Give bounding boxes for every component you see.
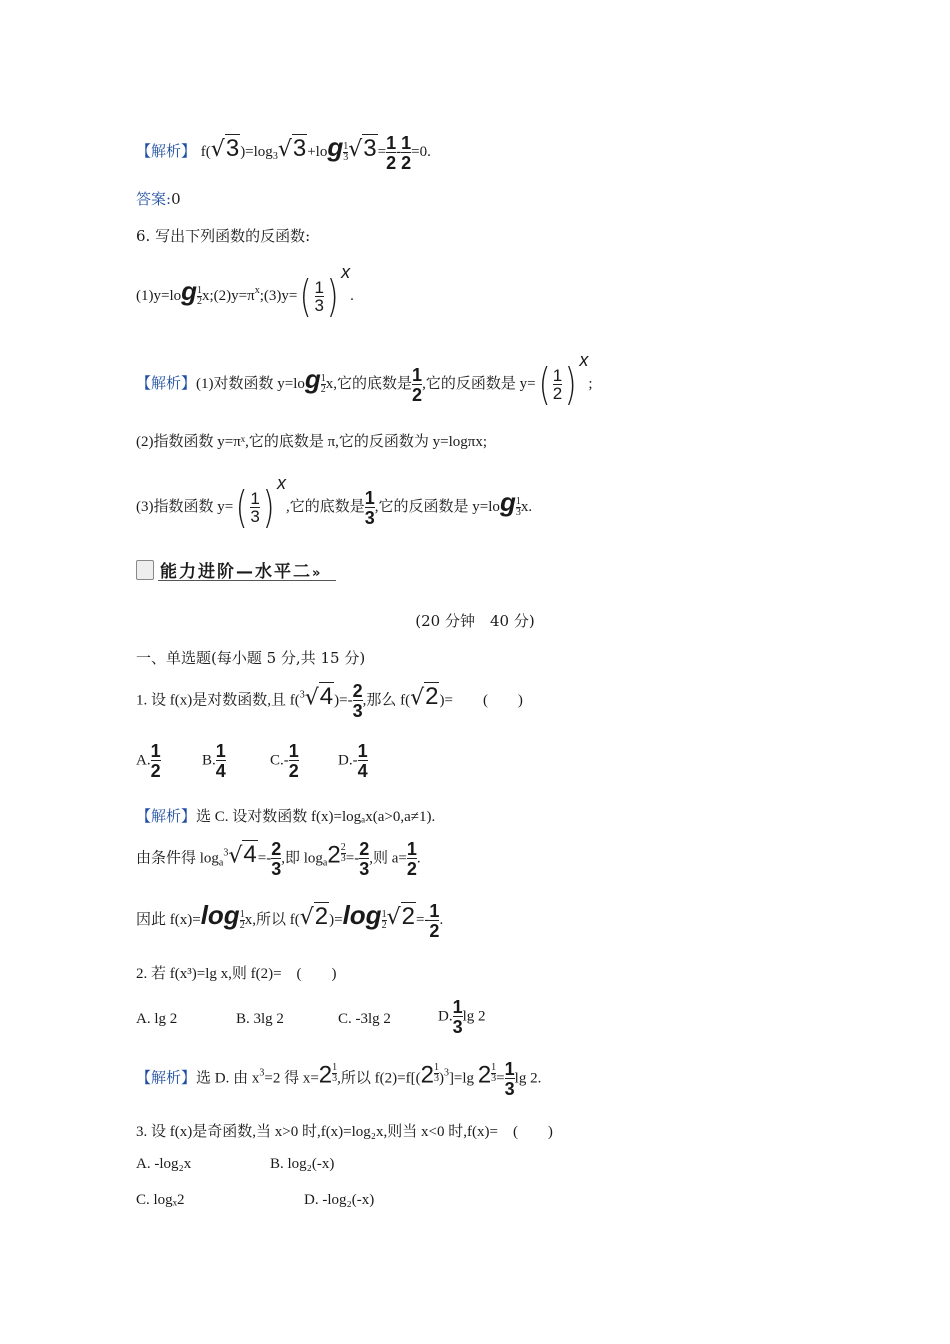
solution-1b: 由条件得 $\log_a^3√4=-$ $\frac{2}{3}$ ,即 $\log_a2$ $^{\frac{2}{3}}$ =- $\frac{2}{3}$ ,则 a= $\frac{1}{2}$ . [136, 839, 421, 879]
lightbulb-icon [136, 560, 154, 580]
q2-option-b[interactable]: B. 3lg 2 [236, 1011, 284, 1027]
solution-1c: 因此 f(x)=log $\frac{1}{2}$ x,所以 f(√2)=log $\frac{1}{2}$ √2=- $\frac{1}{2}$ . [136, 900, 444, 941]
solution-5 [136, 132, 431, 172]
question-2: 2. 若 f(x³)=lg x,则 f(2)= ( ) [136, 966, 337, 982]
solution-6-2: (2)指数函数 y=πˣ,它的底数是 π,它的反函数为 y=logπx; [136, 434, 488, 450]
q3-option-c[interactable]: C. logₓ2 [136, 1192, 185, 1208]
q1-option-d[interactable]: D.- $\frac{1}{4}$ [338, 741, 368, 781]
solution-1a: 【解析】选 C. 设对数函数 f(x)=logₐx(a>0,a≠1). [136, 809, 436, 825]
q2-option-c[interactable]: C. -3lg 2 [338, 1011, 391, 1027]
solution-6-1: 【解析】(1)对数函数 y=log $\frac{1}{2}$ x,它的底数是 $\frac{1}{2}$ ,它的反函数是 y=( $\frac{1}{2}$ ) x; [136, 350, 593, 410]
q3-option-a[interactable]: A. -log₂x [136, 1156, 192, 1172]
question-1: 1. 设 f(x)是对数函数,且 f($^3$√4)=- $\frac{2}{3}$ ,那么 f(√2)= ( ) [136, 681, 523, 721]
question-6-parts: (1)y=log $\frac{1}{2}$ $x;(2)y=\pi^x;(3)y=$( $\frac{1}{3}$ ) x. [136, 262, 354, 322]
q2-option-a[interactable]: A. lg 2 [136, 1011, 178, 1027]
q1-option-a[interactable]: A. $\frac{1}{2}$ [136, 741, 161, 781]
q1-option-c[interactable]: C.- $\frac{1}{2}$ [270, 741, 299, 781]
section-title: 能力进阶—水平二» [160, 562, 323, 582]
question-3: 3. 设 f(x)是奇函数,当 x>0 时,f(x)=log₂x,则当 x<0 时,f(x)= ( ) [136, 1124, 553, 1140]
answer-line [136, 188, 181, 209]
q2-option-d[interactable]: D. $\frac{1}{3}$ lg 2 [438, 997, 486, 1037]
solution-2: 【解析】选 D. 由 $x^3=2$ 得 x=2 $^{\frac{1}{3}}$ ,所以 f(2)=f[(2 $^{\frac{1}{3}}$ )$^3$]=lg 2 $^{\frac{1}{3}}$ = $\frac{1}{3}$ lg 2. [136, 1059, 542, 1099]
section-divider [158, 580, 336, 581]
solution-6-3: (3)指数函数 y=( $\frac{1}{3}$ ) x,它的底数是 $\frac{1}{3}$ ,它的反函数是 y=log $\frac{1}{3}$ x. [136, 473, 533, 533]
jiexi-label: 【解析】 [136, 142, 197, 160]
q1-option-b[interactable]: B. $\frac{1}{4}$ [202, 741, 226, 781]
part-1-heading: 一、单选题(每小题 5 分,共 15 分) [136, 649, 366, 667]
answer-value: 0 [171, 190, 181, 208]
formula: $f(√3)=\log_3√3+\log$ $\frac{1}{3}$ √3= $\frac{1}{2}$ - $\frac{1}{2}$ =0. [200, 132, 431, 173]
q3-option-b[interactable]: B. log₂(-x) [270, 1156, 335, 1172]
question-6: 6. 写出下列函数的反函数: [136, 227, 311, 245]
time-note: (20 分钟 40 分) [415, 612, 535, 630]
q3-option-d[interactable]: D. -log₂(-x) [304, 1192, 375, 1208]
answer-label: 答案: [136, 190, 172, 208]
